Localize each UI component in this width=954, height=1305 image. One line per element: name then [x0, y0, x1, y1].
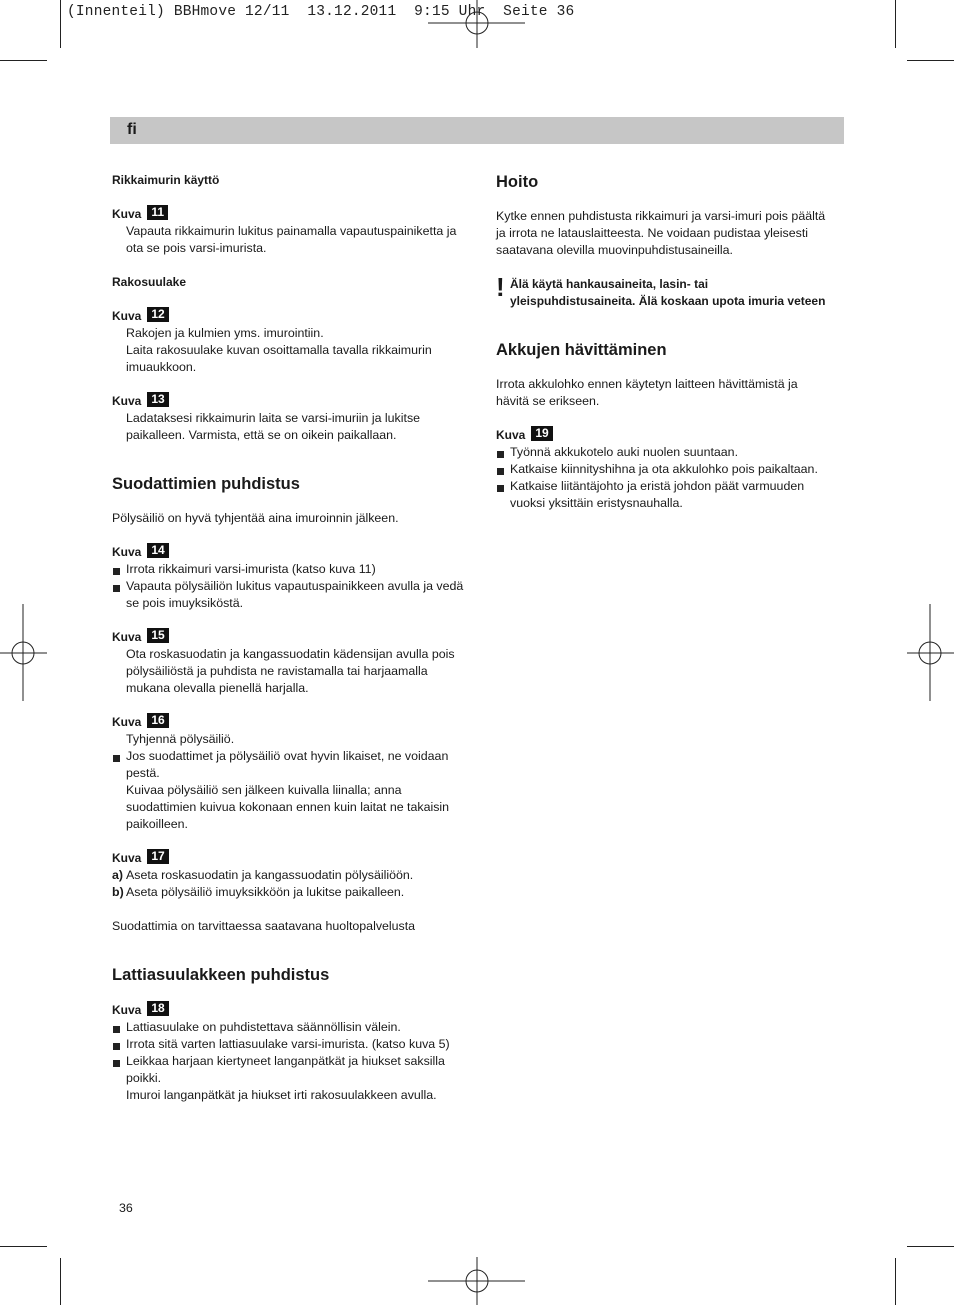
section-title-handvac-use: Rikkaimurin käyttö	[112, 173, 220, 187]
crop-mark-tl-v	[60, 0, 61, 48]
crop-mark-tl-h	[0, 60, 47, 61]
crop-mark-tr-v	[895, 0, 896, 48]
registration-mark-left	[0, 604, 48, 702]
registration-mark-right	[906, 604, 954, 702]
fig17-step-b: b) Aseta pölysäiliö imuyksikköön ja lukitse paikalleen.	[112, 885, 405, 899]
fig19-bullet-2: Katkaise kiinnityshihna ja ota akkulohko pois paikaltaan.	[496, 461, 831, 478]
fig12-line1: Rakojen ja kulmien yms. imurointiin.	[126, 326, 324, 340]
fig15-text: Ota roskasuodatin ja kangassuodatin kädensijan avulla pois pölysäiliöstä ja puhdista ne ravistamalla tai harjaamalla mukana olevalla pienellä harjalla.	[126, 647, 455, 695]
heading-battery-disposal: Akkujen hävittäminen	[496, 341, 667, 359]
figure-ref-15: Kuva 15	[112, 628, 472, 646]
care-text: Kytke ennen puhdistusta rikkaimuri ja varsi-imuri pois päältä ja irrota ne latauslaitteesta. Ne voidaan pudistaa yleisesti saatavana olevilla muovinpuhdistusaineilla.	[496, 209, 826, 257]
service-note: Suodattimia on tarvittaessa saatavana huoltopalvelusta	[112, 919, 416, 933]
fig18-line1: Imuroi langanpätkät ja hiukset irti rakosuulakkeen avulla.	[126, 1088, 437, 1102]
language-bar	[110, 117, 844, 144]
language-code: fi	[127, 121, 137, 138]
figure-ref-13: Kuva 13	[112, 392, 472, 410]
filters-intro: Pölysäiliö on hyvä tyhjentää aina imuroinnin jälkeen.	[112, 511, 399, 525]
fig16-line2: Kuivaa pölysäiliö sen jälkeen kuivalla liinalla; anna suodattimien kuivua kokonaan ennen kuin laitat ne takaisin paikoilleen.	[126, 783, 450, 831]
figure-ref-17: Kuva 17	[112, 849, 472, 867]
crop-mark-tr-h	[907, 60, 954, 61]
battery-text: Irrota akkulohko ennen käytetyn laitteen hävittämistä ja hävitä se erikseen.	[496, 377, 798, 408]
section-title-crevice-nozzle: Rakosuulake	[112, 275, 187, 289]
crop-mark-bl-v	[60, 1258, 61, 1305]
fig18-bullet-1: Lattiasuulake on puhdistettava säännöllisin välein.	[112, 1019, 472, 1036]
fig14-bullet-1: Irrota rikkaimuri varsi-imurista (katso kuva 11)	[112, 561, 472, 578]
figure-ref-12: Kuva 12	[112, 307, 472, 325]
crop-mark-br-v	[895, 1258, 896, 1305]
fig11-text: Vapauta rikkaimurin lukitus painamalla vapautuspainiketta ja ota se pois varsi-imurista.	[126, 224, 457, 255]
registration-mark-bottom	[428, 1257, 526, 1305]
left-column	[112, 172, 472, 1104]
crop-mark-br-h	[907, 1246, 954, 1247]
heading-filter-cleaning: Suodattimien puhdistus	[112, 475, 300, 493]
figure-ref-16: Kuva 16	[112, 713, 472, 731]
heading-care: Hoito	[496, 173, 539, 191]
fig17-step-a: a) Aseta roskasuodatin ja kangassuodatin pölysäiliöön.	[112, 868, 414, 882]
registration-mark-top	[428, 0, 526, 50]
figure-ref-18: Kuva 18	[112, 1001, 472, 1019]
crop-mark-bl-h	[0, 1246, 47, 1247]
fig18-bullet-2: Irrota sitä varten lattiasuulake varsi-imurista. (katso kuva 5)	[112, 1036, 472, 1053]
fig16-bullet-1: Jos suodattimet ja pölysäiliö ovat hyvin likaiset, ne voidaan pestä.	[112, 748, 472, 782]
fig16-line1: Tyhjennä pölysäiliö.	[126, 732, 235, 746]
fig19-bullet-1: Työnnä akkukotelo auki nuolen suuntaan.	[496, 444, 831, 461]
heading-floor-nozzle-cleaning: Lattiasuulakkeen puhdistus	[112, 966, 330, 984]
warning-note: ! Älä käytä hankausaineita, lasin- tai yleispuhdistusaineita. Älä koskaan upota imuria veteen	[496, 272, 826, 308]
fig13-text: Ladataksesi rikkaimurin laita se varsi-imuriin ja lukitse paikalleen. Varmista, että se on oikein paikallaan.	[126, 411, 421, 442]
fig12-line2: Laita rakosuulake kuvan osoittamalla tavalla rikkaimurin imuaukkoon.	[126, 343, 432, 374]
warning-icon: !	[496, 272, 505, 302]
fig18-bullet-3: Leikkaa harjaan kiertyneet langanpätkät ja hiukset saksilla poikki.	[112, 1053, 472, 1087]
right-column	[496, 172, 831, 512]
figure-ref-14: Kuva 14	[112, 543, 472, 561]
fig19-bullet-3: Katkaise liitäntäjohto ja eristä johdon päät varmuuden vuoksi yksittäin eristysnauhalla.	[496, 478, 831, 512]
figure-ref-11: Kuva 11	[112, 205, 472, 223]
figure-ref-19: Kuva 19	[496, 426, 831, 444]
page-number: 36	[119, 1201, 133, 1215]
fig14-bullet-2: Vapauta pölysäiliön lukitus vapautuspainikkeen avulla ja vedä se pois imuyksiköstä.	[112, 578, 472, 612]
print-slug: (Innenteil) BBHmove 12/11 13.12.2011 9:15 Uhr Seite 36	[67, 4, 575, 20]
